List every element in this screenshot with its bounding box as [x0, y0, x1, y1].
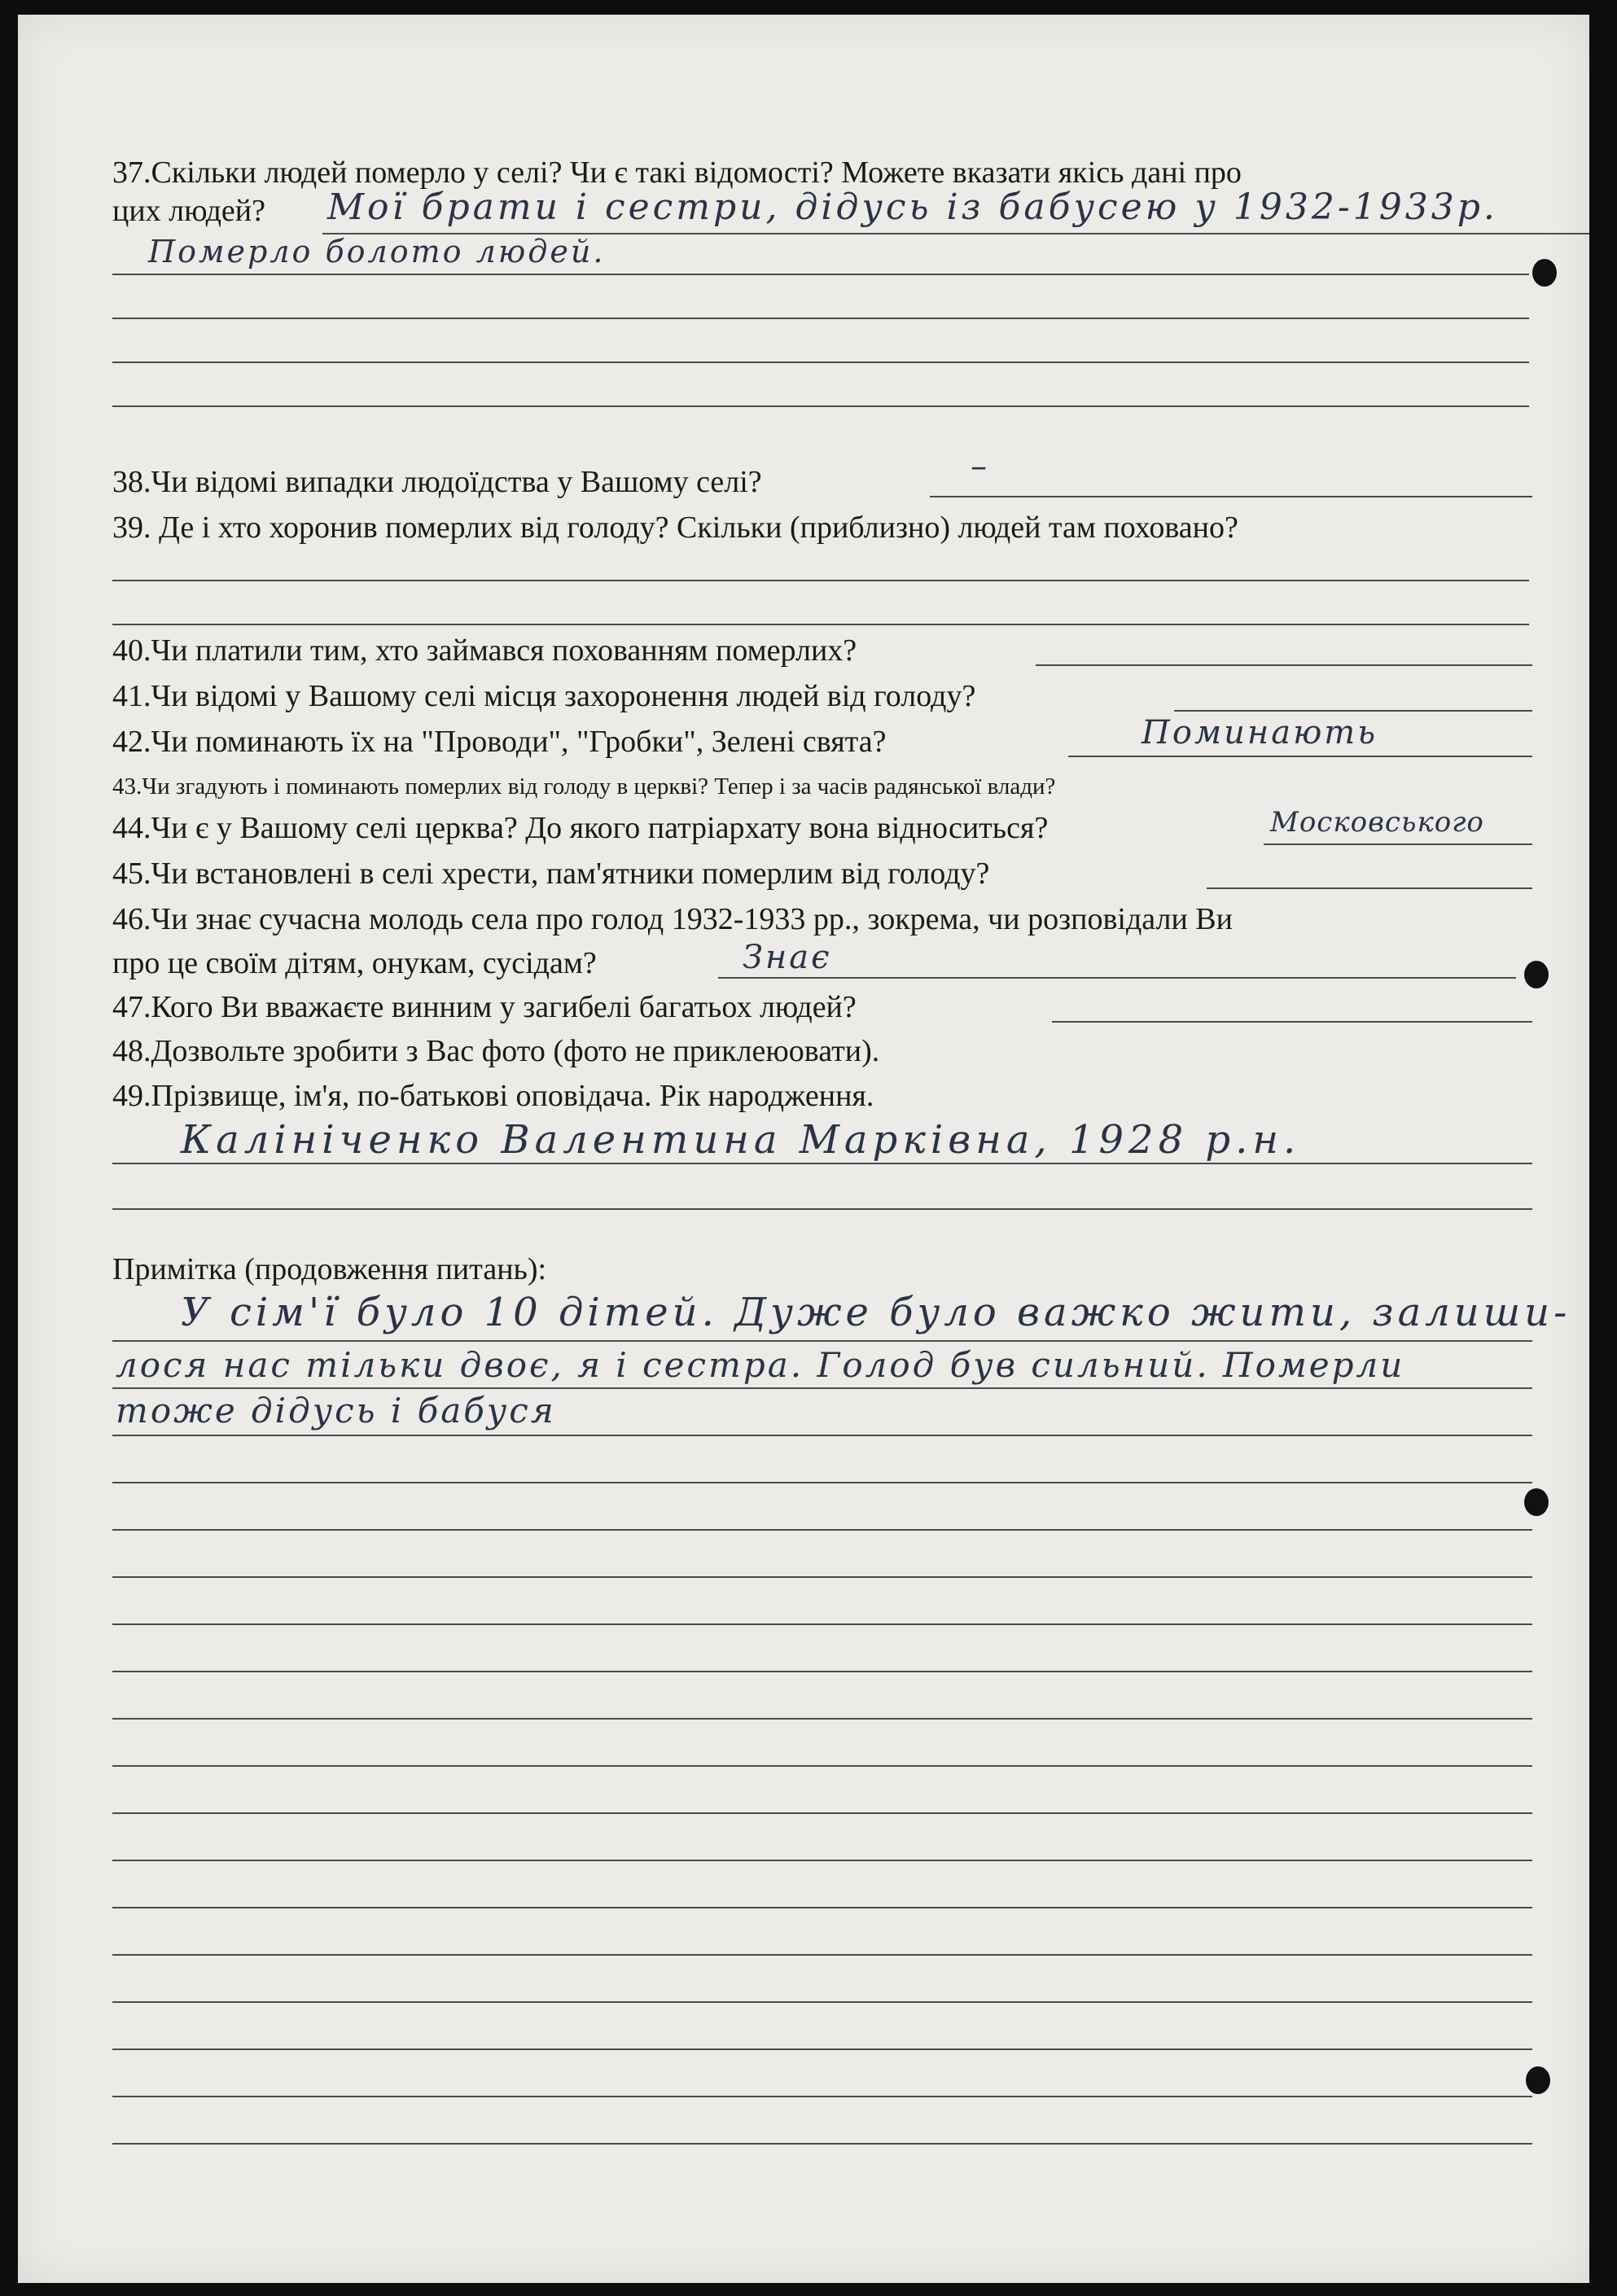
answer-line [112, 1765, 1532, 1767]
question-37-line2: цих людей? [112, 194, 265, 228]
answer-line [718, 977, 1516, 979]
question-45: 45.Чи встановлені в селі хрести, пам'ятники померлим від голоду? [112, 857, 990, 891]
answer-38: – [971, 448, 989, 485]
binder-hole [1524, 1488, 1549, 1516]
answer-line [112, 1387, 1532, 1389]
answer-line [112, 624, 1529, 625]
answer-line [112, 1529, 1532, 1531]
answer-line [112, 1907, 1532, 1908]
answer-line [112, 274, 1529, 275]
answer-line [112, 1812, 1532, 1814]
question-48: 48.Дозвольте зробити з Вас фото (фото не приклеюовати). [112, 1034, 880, 1068]
binder-hole [1524, 961, 1549, 988]
answer-line [112, 580, 1529, 581]
question-38: 38.Чи відомі випадки людоїдства у Вашому селі? [112, 465, 762, 499]
answer-line [112, 1482, 1532, 1483]
binder-hole [1532, 259, 1557, 287]
answer-line [112, 405, 1529, 407]
answer-line [112, 318, 1529, 319]
binder-hole [1526, 2066, 1550, 2094]
answer-line [112, 1623, 1532, 1625]
note-answer-line3: тоже дідусь і бабуся [116, 1391, 556, 1431]
answer-37-line2: Померло болото людей. [148, 234, 606, 269]
answer-line [112, 2001, 1532, 2003]
answer-line [112, 1576, 1532, 1578]
answer-line [1068, 756, 1532, 757]
answer-line [112, 1718, 1532, 1720]
answer-line [112, 1208, 1532, 1210]
answer-line [1036, 664, 1532, 666]
note-answer-line2: лося нас тільки двоє, я і сестра. Голод був сильний. Померли [116, 1345, 1405, 1385]
answer-line [1207, 887, 1532, 889]
answer-line [112, 1435, 1532, 1436]
answer-46: Знає [743, 939, 832, 976]
question-44: 44.Чи є у Вашому селі церква? До якого патріархату вона відноситься? [112, 811, 1049, 845]
answer-line [112, 361, 1529, 363]
answer-line [112, 2143, 1532, 2145]
answer-line [112, 1860, 1532, 1861]
question-42: 42.Чи поминають їх на "Проводи", "Гробки", Зелені свята? [112, 725, 887, 759]
question-40: 40.Чи платили тим, хто займався похованням померлих? [112, 633, 857, 668]
paper-sheet [18, 15, 1589, 2283]
question-41: 41.Чи відомі у Вашому селі місця захоронення людей від голоду? [112, 679, 976, 713]
answer-line [112, 1163, 1532, 1164]
answer-line [112, 2096, 1532, 2097]
answer-37-line1: Мої брати і сестри, дідусь із бабусею у 1932-1933р. [327, 186, 1498, 228]
question-46-line1: 46.Чи знає сучасна молодь села про голод 1932-1933 рр., зокрема, чи розповідали Ви [112, 902, 1233, 936]
question-37-line1: 37.Скільки людей померло у селі? Чи є такі відомості? Можете вказати якісь дані про [112, 156, 1242, 190]
answer-49: Калініченко Валентина Марківна, 1928 р.н. [181, 1117, 1301, 1163]
answer-line [1174, 710, 1532, 712]
question-46-line2: про це своїм дітям, онукам, сусідам? [112, 946, 597, 980]
question-47: 47.Кого Ви вважаєте винним у загибелі багатьох людей? [112, 990, 857, 1024]
answer-line [112, 2048, 1532, 2050]
question-39: 39. Де і хто хоронив померлих від голоду? Скільки (приблизно) людей там поховано? [112, 510, 1238, 545]
answer-line [112, 1340, 1532, 1342]
answer-line [1264, 843, 1532, 845]
answer-line [1052, 1021, 1532, 1023]
note-heading: Примітка (продовження питань): [112, 1252, 547, 1286]
answer-42: Поминають [1142, 714, 1378, 751]
question-43: 43.Чи згадують і поминають померлих від голоду в церкві? Тепер і за часів радянської влади? [112, 773, 1056, 800]
note-answer-line1: У сім'ї було 10 дітей. Дуже було важко жити, залиши- [181, 1290, 1571, 1335]
answer-44: Московського [1270, 806, 1484, 839]
question-49: 49.Прізвище, ім'я, по-батькові оповідача. Рік народження. [112, 1079, 874, 1113]
answer-line [112, 1954, 1532, 1956]
answer-line [112, 1671, 1532, 1672]
answer-line [930, 496, 1532, 497]
